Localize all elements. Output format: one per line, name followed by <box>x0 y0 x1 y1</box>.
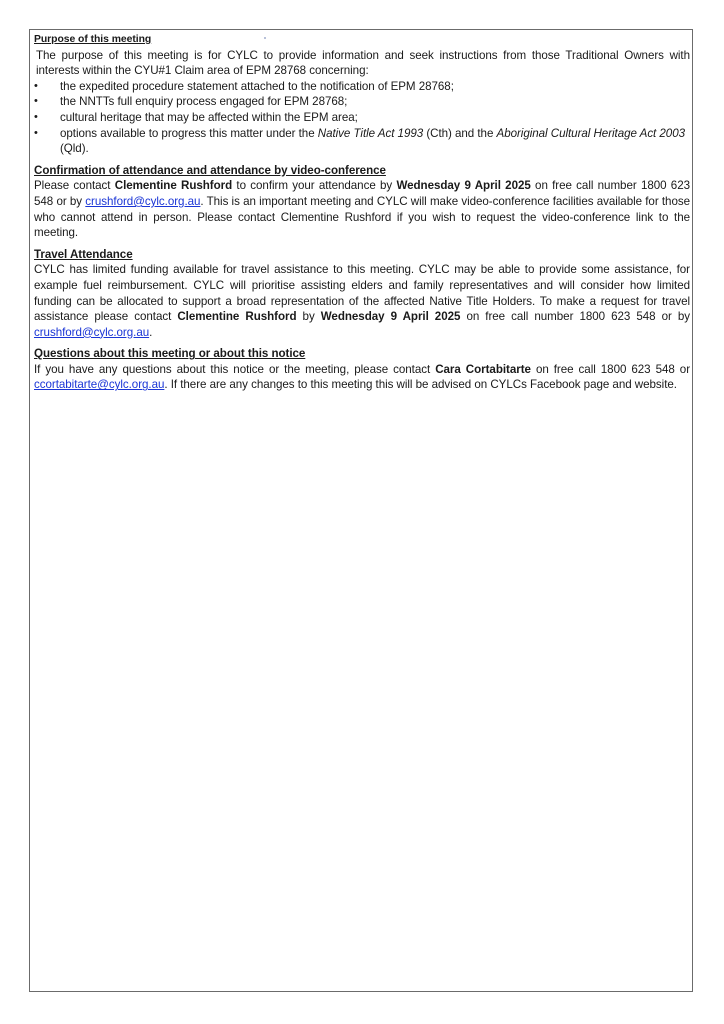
bullet-icon: • <box>34 110 38 123</box>
section-confirmation <box>34 163 690 241</box>
text-run: to confirm your attendance by <box>232 179 397 193</box>
section-travel <box>34 247 690 341</box>
text-run: (Qld). <box>60 142 89 156</box>
text-run: . If there are any changes to this meeting this will be advised on CYLCs Facebook page and website. <box>164 378 677 392</box>
email-link[interactable]: crushford@cylc.org.au <box>85 194 201 208</box>
act-name-native-title: Native Title Act 1993 <box>317 126 424 140</box>
bullet-icon: • <box>34 95 38 108</box>
list-item <box>34 110 690 126</box>
list-item <box>34 79 690 95</box>
text-run: If you have any questions about this notice or the meeting, please contact <box>34 362 436 376</box>
deadline-date: Wednesday 9 April 2025 <box>320 310 461 324</box>
bullet-text: the expedited procedure statement attached to the notification of EPM 28768; <box>60 79 454 93</box>
email-link[interactable]: crushford@cylc.org.au <box>34 325 150 339</box>
contact-name: Cara Cortabitarte <box>435 362 531 376</box>
text-run: on free call number 1800 623 548 or by <box>34 179 691 208</box>
questions-paragraph <box>34 362 690 393</box>
act-name-cultural-heritage: Aboriginal Cultural Heritage Act 2003 <box>496 126 685 140</box>
bullet-text: cultural heritage that may be affected within the EPM area; <box>60 110 358 124</box>
bullet-text: the NNTTs full enquiry process engaged for EPM 28768; <box>60 95 348 109</box>
bullet-icon: • <box>34 126 38 139</box>
text-run: . This is an important meeting and CYLC will make video-conference facilities available for those who cannot attend in person. Please contact Clementine Rushford if you wish to request the video-conference link to the meeting. <box>34 194 691 240</box>
section-purpose <box>34 32 690 157</box>
deadline-date: Wednesday 9 April 2025 <box>396 179 531 193</box>
text-run: on free call 1800 623 548 or <box>530 362 691 376</box>
list-item <box>34 94 690 110</box>
bullet-text <box>60 127 685 156</box>
heading-confirmation: Confirmation of attendance and attendance by video-conference <box>34 163 386 177</box>
contact-name: Clementine Rushford <box>114 179 233 193</box>
purpose-bullet-list <box>34 79 690 157</box>
text-run: on free call number 1800 623 548 or by <box>460 310 690 324</box>
text-run: Please contact <box>34 179 115 193</box>
confirmation-paragraph <box>34 178 690 240</box>
contact-name: Clementine Rushford <box>177 310 297 324</box>
email-link[interactable]: ccortabitarte@cylc.org.au <box>34 378 165 392</box>
section-questions <box>34 346 690 393</box>
text-run: CYLC has limited funding available for travel assistance to this meeting. CYLC may be able to provide some assistance, for example fuel reimbursement. CYLC will prioritise assisting elders and family representatives and will consider how limited funding can be allocated to support a broad representation of the affected Native Title Holders. To make a request for travel assistance please contact <box>34 263 690 324</box>
text-run: . <box>149 325 153 339</box>
list-item <box>34 126 690 157</box>
heading-purpose: Purpose of this meeting <box>34 34 152 45</box>
purpose-intro: The purpose of this meeting is for CYLC to provide information and seek instructions from those Traditional Owners with interests within the CYU#1 Claim area of EPM 28768 concerning: <box>36 48 690 78</box>
notice-content <box>34 32 690 399</box>
heading-travel: Travel Attendance <box>34 247 133 261</box>
travel-paragraph <box>34 262 690 340</box>
text-run: by <box>296 310 321 324</box>
heading-questions: Questions about this meeting or about this notice <box>34 347 306 361</box>
text-run: options available to progress this matter under the <box>60 126 318 140</box>
text-run: (Cth) and the <box>423 126 497 140</box>
bullet-icon: • <box>34 79 38 92</box>
